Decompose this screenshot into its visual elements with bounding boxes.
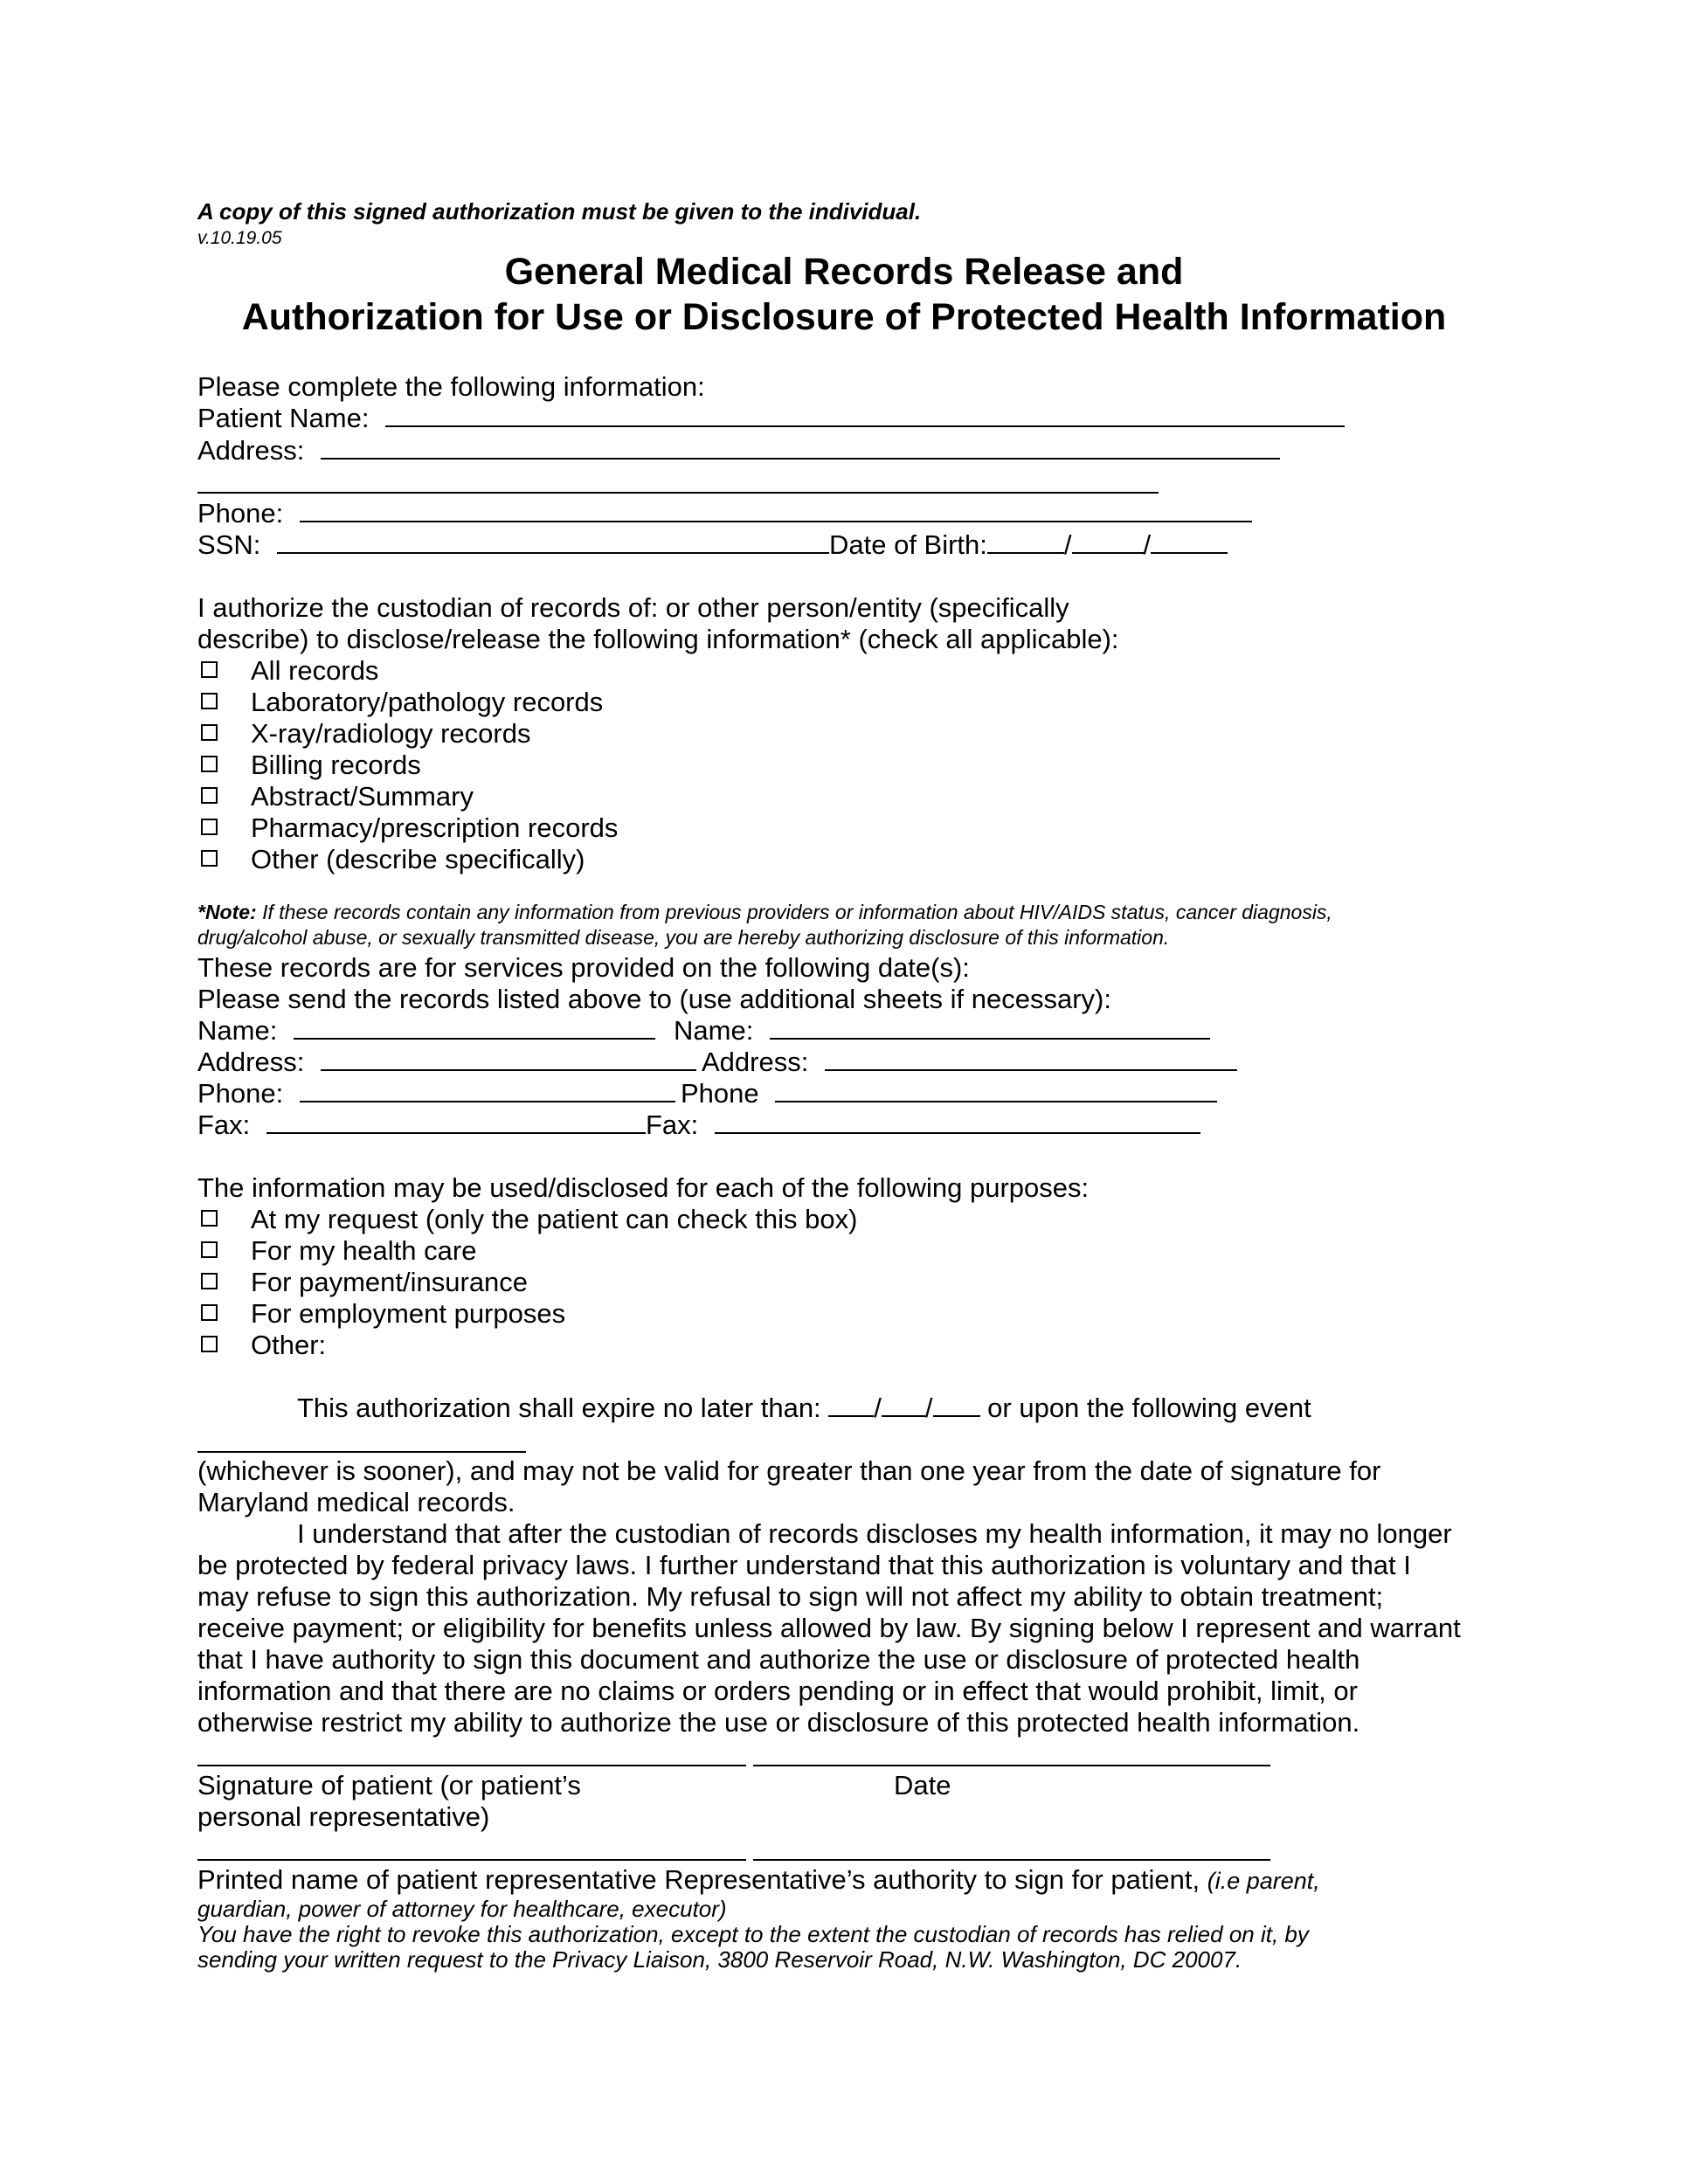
signature-label-line2: personal representative)	[197, 1801, 490, 1832]
recipient-phone-label: Phone:	[197, 1078, 284, 1109]
expiration-month-field[interactable]	[828, 1394, 874, 1417]
dob-year-field[interactable]	[1151, 531, 1228, 554]
authority-examples-line2: guardian, power of attorney for healthcare, executor)	[197, 1896, 727, 1922]
expiration-line3: Maryland medical records.	[197, 1487, 515, 1517]
patient-name-label: Patient Name:	[197, 403, 370, 433]
patient-ssn-field[interactable]	[277, 531, 829, 554]
printed-name-row	[197, 1866, 1320, 1893]
dob-day-field[interactable]	[1072, 531, 1144, 554]
understanding-line: receive payment; or eligibility for benefits unless allowed by law. By signing below I represent and warrant	[197, 1613, 1461, 1643]
expiration-day-field[interactable]	[882, 1394, 925, 1417]
purpose-option-label: At my request (only the patient can check this box)	[251, 1204, 858, 1234]
recipient-address-left-field[interactable]	[321, 1048, 696, 1071]
dob-separator: /	[1063, 529, 1072, 560]
signature-date-field[interactable]	[753, 1765, 1270, 1766]
record-option-label: Billing records	[251, 750, 421, 780]
patient-ssn-label: SSN:	[197, 529, 261, 560]
signature-field[interactable]	[197, 1765, 746, 1766]
authorization-text-line2: describe) to disclose/release the following information* (check all applicable):	[197, 624, 1119, 654]
expiration-row	[297, 1394, 1311, 1421]
recipient-fax-right-row	[646, 1111, 1200, 1138]
dob-month-field[interactable]	[987, 531, 1064, 554]
note-line2: drug/alcohol abuse, or sexually transmitted disease, you are hereby authorizing disclosure of this information.	[197, 926, 1170, 949]
recipient-name-right-field[interactable]	[770, 1017, 1210, 1040]
printed-name-label: Printed name of patient representative Representative’s authority to sign for patient,	[197, 1864, 1207, 1895]
recipient-phone-right-row	[681, 1080, 1217, 1107]
patient-dob-label: Date of Birth:	[828, 529, 987, 560]
recipient-address-right-row	[702, 1048, 1237, 1075]
form-title-line2: Authorization for Use or Disclosure of Protected Health Information	[241, 296, 1447, 338]
version-label: v.10.19.05	[197, 228, 282, 248]
record-option-label: All records	[251, 655, 379, 686]
purpose-option-label: For employment purposes	[251, 1298, 566, 1329]
expiration-event-field[interactable]	[197, 1451, 526, 1453]
recipient-phone-right-field[interactable]	[775, 1080, 1217, 1102]
record-option-label: X-ray/radiology records	[251, 718, 531, 749]
recipient-fax-left-row	[197, 1111, 646, 1138]
recipient-fax-left-field[interactable]	[266, 1111, 646, 1134]
revoke-notice-line2: sending your written request to the Privacy Liaison, 3800 Reservoir Road, N.W. Washington, DC 20007.	[197, 1946, 1242, 1973]
understanding-line: may refuse to sign this authorization. My refusal to sign will not affect my ability to obtain treatment;	[197, 1581, 1384, 1612]
patient-phone-label: Phone:	[197, 498, 284, 529]
form-title-line1: General Medical Records Release and	[504, 251, 1184, 293]
patient-address-field[interactable]	[321, 437, 1280, 460]
recipient-name-label: Name:	[674, 1015, 754, 1046]
patient-name-field[interactable]	[385, 404, 1345, 427]
authorization-text-line1: I authorize the custodian of records of: or other person/entity (specifically	[197, 592, 1069, 623]
checkbox-billing-records[interactable]	[201, 756, 218, 772]
recipient-phone-label: Phone	[681, 1078, 759, 1109]
recipient-name-label: Name:	[197, 1015, 278, 1046]
note-text: If these records contain any information from previous providers or information about HIV/AIDS status, cancer diagnosis,	[256, 901, 1332, 923]
patient-name-row	[197, 404, 1345, 432]
expiration-lead: This authorization shall expire no later than:	[297, 1393, 829, 1423]
checkbox-employment[interactable]	[201, 1304, 218, 1321]
signature-label: Signature of patient (or patient’s	[197, 1770, 581, 1800]
dob-separator: /	[1143, 529, 1152, 560]
checkbox-at-my-request[interactable]	[201, 1210, 218, 1227]
recipient-address-left-row	[197, 1048, 696, 1075]
patient-phone-row	[197, 500, 1252, 527]
recipient-phone-left-row	[197, 1080, 675, 1107]
checkbox-laboratory-records[interactable]	[201, 693, 218, 709]
patient-intro: Please complete the following information:	[197, 371, 705, 402]
patient-address-row	[197, 437, 1280, 464]
representative-authority-field[interactable]	[753, 1859, 1270, 1861]
checkbox-health-care[interactable]	[201, 1241, 218, 1258]
checkbox-pharmacy-records[interactable]	[201, 819, 218, 835]
recipient-address-label: Address:	[197, 1047, 305, 1077]
revoke-notice-line1: You have the right to revoke this authorization, except to the extent the custodian of records has relied on it, by	[197, 1921, 1309, 1947]
recipient-fax-label: Fax:	[646, 1109, 699, 1140]
understanding-line: that I have authority to sign this document and authorize the use or disclosure of protected health	[197, 1644, 1360, 1675]
recipient-fax-right-field[interactable]	[715, 1111, 1200, 1134]
patient-address-label: Address:	[197, 435, 305, 466]
checkbox-other-records[interactable]	[201, 850, 218, 867]
understanding-line: be protected by federal privacy laws. I further understand that this authorization is voluntary and that I	[197, 1550, 1411, 1580]
understanding-line: otherwise restrict my ability to authorize the use or disclosure of this protected health information.	[197, 1707, 1360, 1738]
expiration-separator: /	[924, 1393, 933, 1423]
date-label: Date	[894, 1770, 951, 1800]
purpose-option-label: Other:	[251, 1330, 327, 1360]
checkbox-other-purpose[interactable]	[201, 1336, 218, 1352]
patient-ssn-dob-row	[197, 531, 1228, 558]
patient-address-line2-field[interactable]	[197, 492, 1159, 494]
record-option-label: Laboratory/pathology records	[251, 687, 604, 717]
purpose-option-label: For payment/insurance	[251, 1267, 529, 1297]
record-option-label: Other (describe specifically)	[251, 844, 585, 874]
recipient-phone-left-field[interactable]	[300, 1080, 675, 1102]
note-label: *Note:	[197, 901, 257, 923]
dates-of-service-line: These records are for services provided on the following date(s):	[197, 952, 970, 983]
recipient-address-right-field[interactable]	[825, 1048, 1237, 1071]
record-option-label: Abstract/Summary	[251, 781, 474, 812]
recipient-address-label: Address:	[702, 1047, 809, 1077]
understanding-line: information and that there are no claims or orders pending or in effect that would prohibit, limit, or	[197, 1676, 1358, 1706]
recipient-name-left-row	[197, 1017, 655, 1044]
checkbox-xray-records[interactable]	[201, 724, 218, 741]
purposes-intro: The information may be used/disclosed for each of the following purposes:	[197, 1172, 1090, 1203]
recipient-name-left-field[interactable]	[294, 1017, 655, 1040]
checkbox-all-records[interactable]	[201, 661, 218, 678]
patient-phone-field[interactable]	[300, 500, 1252, 522]
checkbox-abstract-summary[interactable]	[201, 787, 218, 804]
understanding-line: I understand that after the custodian of records discloses my health information, it may no longer	[297, 1518, 1452, 1549]
record-option-label: Pharmacy/prescription records	[251, 812, 619, 843]
expiration-year-field[interactable]	[933, 1394, 980, 1417]
expiration-separator: /	[874, 1393, 882, 1423]
expiration-tail: or upon the following event	[979, 1393, 1311, 1423]
expiration-line2: (whichever is sooner), and may not be valid for greater than one year from the date of signature for	[197, 1455, 1381, 1486]
note-line1	[197, 902, 1332, 923]
printed-name-field[interactable]	[197, 1859, 746, 1861]
authority-examples: (i.e parent,	[1207, 1868, 1320, 1894]
checkbox-payment-insurance[interactable]	[201, 1273, 218, 1289]
recipient-fax-label: Fax:	[197, 1109, 251, 1140]
send-records-line: Please send the records listed above to (use additional sheets if necessary):	[197, 984, 1111, 1014]
copy-notice: A copy of this signed authorization must be given to the individual.	[197, 198, 922, 225]
recipient-name-right-row	[674, 1017, 1210, 1044]
purpose-option-label: For my health care	[251, 1235, 477, 1266]
